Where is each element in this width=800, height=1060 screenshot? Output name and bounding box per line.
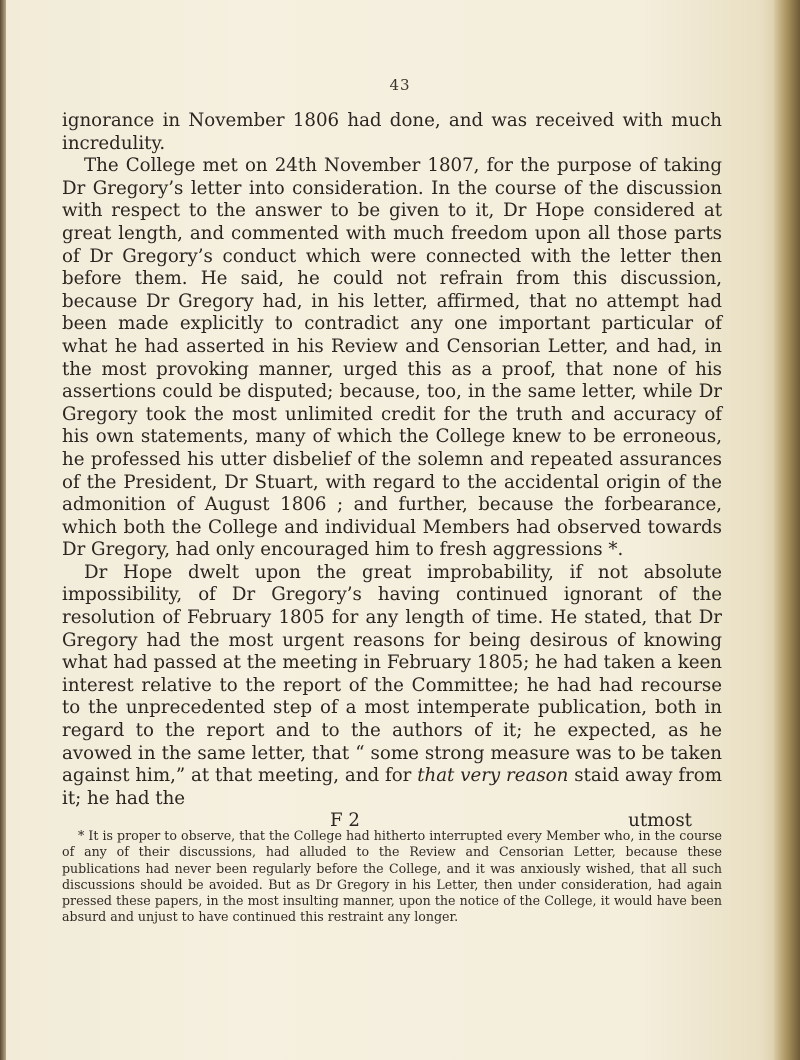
paragraph-3-end: staid away from it; he had the: [62, 765, 722, 809]
paragraph-2: The College met on 24th November 1807, for the purpose of taking Dr Gregory’s letter into consideration. In the course of the discussion with respect to the answer to be given to it, Dr Hope considered at great length, and commented with much freedom upon all those parts of Dr Gregory’s conduct which were connected with the letter then before them. He said, he could not refrain from this discussion, because Dr Gregory had, in his letter, affirmed, that no attempt had been made explicitly to contradict any one important particular of what he had asserted in his Review and Censorian Letter, and had, in the most provoking manner, urged this as a proof, that none of his assertions could be disputed; because, too, in the same letter, while Dr Gregory took the most unlimited credit for the truth and accuracy of his own statements, many of which the College knew to be erroneous, he professed his utter disbelief of the solemn and repeated assurances of the President, Dr Stuart, with regard to the accidental origin of the admonition of August 1806 ; and further, because the forbearance, which both the College and individual Members had observed towards Dr Gregory, had only encouraged him to fresh aggressions *.: [62, 155, 722, 561]
catchword: utmost: [628, 810, 692, 832]
italic-phrase: that very reason: [417, 765, 569, 787]
body-text: [62, 110, 722, 833]
paragraph-1: ignorance in November 1806 had done, and was received with much incredulity.: [62, 110, 722, 154]
paragraph-3-text: Dr Hope dwelt upon the great improbability, if not absolute impossibility, of Dr Gregory’s having continued ignorant of the resolution of February 1805 for any length of time. He stated, that Dr Gregory had the most urgent reasons for being desirous of knowing what had passed at the meeting in February 1805; he had taken a keen interest relative to the report of the Committee; he had had recourse to the unprecedented step of a most intemperate publication, both in regard to the report and to the authors of it; he expected, as he avowed in the same letter, that “ some strong measure was to be taken against him,” at that meeting, and for: [62, 561, 722, 787]
footnote: [62, 828, 722, 926]
paragraph-3: [62, 562, 722, 811]
signature-mark: F 2: [330, 810, 360, 832]
footnote-text: * It is proper to observe, that the College had hitherto interrupted every Member who, in the course of any of their discussions, had alluded to the Review and Censorian Letter, because these publications had never been regularly before the College, and it was anxiously wished, that all such discussions should be avoided. But as Dr Gregory in his Letter, then under consideration, had again pressed these papers, in the most insulting manner, upon the notice of the College, it would have been absurd and unjust to have continued this restraint any longer.: [62, 828, 722, 925]
page-edge: [774, 0, 800, 1060]
page-number: 43: [389, 76, 411, 94]
page-gutter-shadow: [0, 0, 6, 1060]
